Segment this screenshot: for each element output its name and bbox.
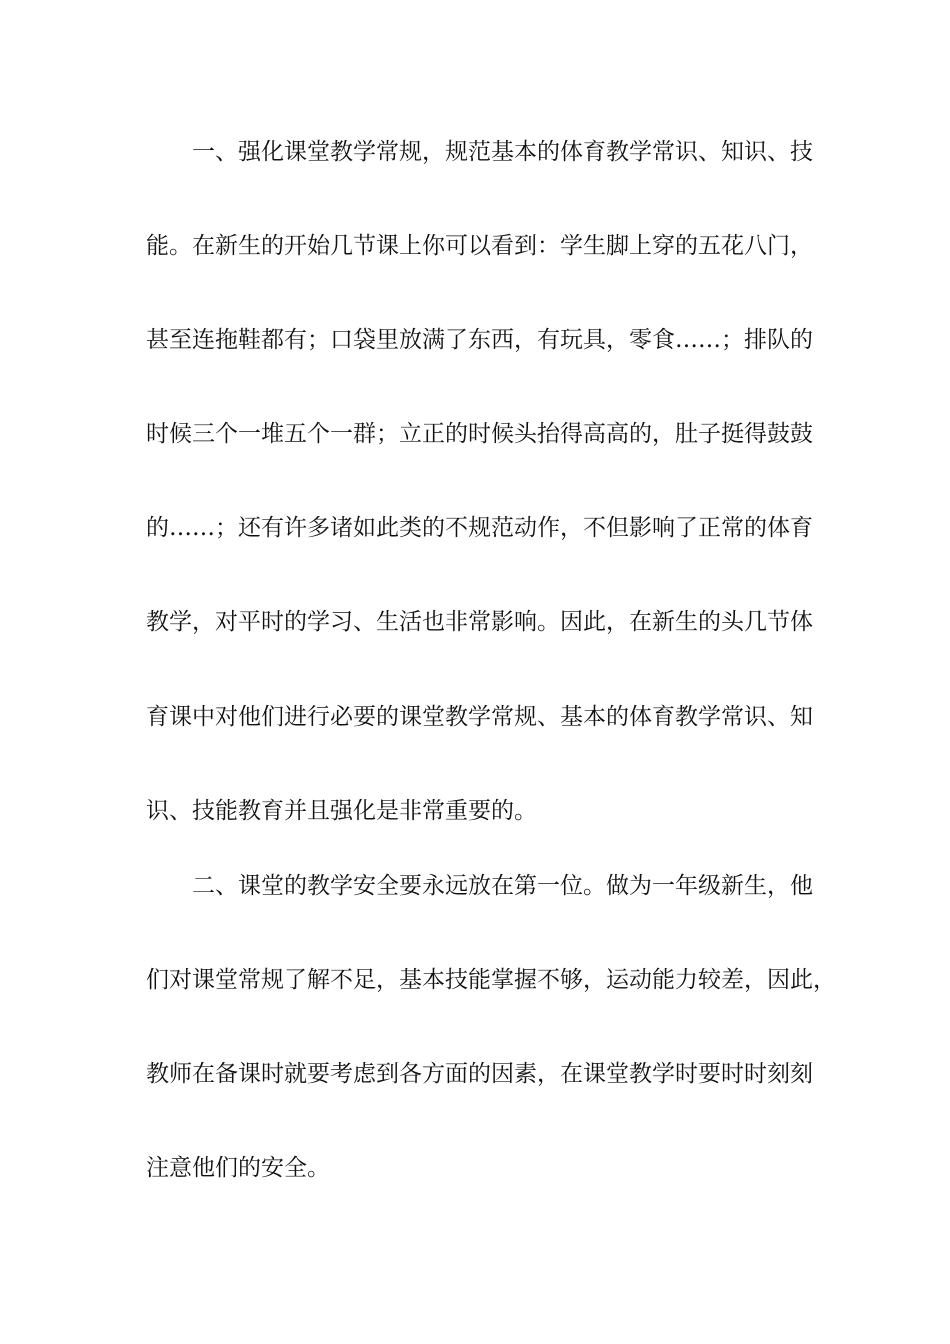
paragraph-1-line-2: 能。在新生的开始几节课上你可以看到：学生脚上穿的五花八门， — [146, 233, 813, 259]
paragraph-2-line-3: 教师在备课时就要考虑到各方面的因素，在课堂教学时要时时刻刻 — [146, 1061, 813, 1087]
paragraph-1-line-5: 的……；还有许多诸如此类的不规范动作，不但影响了正常的体育 — [146, 515, 813, 541]
paragraph-1-line-4: 时候三个一堆五个一群；立正的时候头抬得高高的，肚子挺得鼓鼓 — [146, 421, 813, 447]
paragraph-1-line-6: 教学，对平时的学习、生活也非常影响。因此，在新生的头几节体 — [146, 609, 813, 635]
paragraph-2-line-4: 注意他们的安全。 — [146, 1155, 330, 1181]
paragraph-1-line-3: 甚至连拖鞋都有；口袋里放满了东西，有玩具，零食……；排队的 — [146, 327, 813, 353]
paragraph-2-line-1: 二、课堂的教学安全要永远放在第一位。做为一年级新生，他 — [192, 873, 813, 899]
paragraph-1-line-8: 识、技能教育并且强化是非常重要的。 — [146, 798, 537, 824]
paragraph-1-line-1: 一、强化课堂教学常规，规范基本的体育教学常识、知识、技 — [192, 139, 813, 165]
paragraph-2-line-2: 们对课堂常规了解不足，基本技能掌握不够，运动能力较差，因此， — [146, 967, 836, 993]
paragraph-1-line-7: 育课中对他们进行必要的课堂教学常规、基本的体育教学常识、知 — [146, 704, 813, 730]
